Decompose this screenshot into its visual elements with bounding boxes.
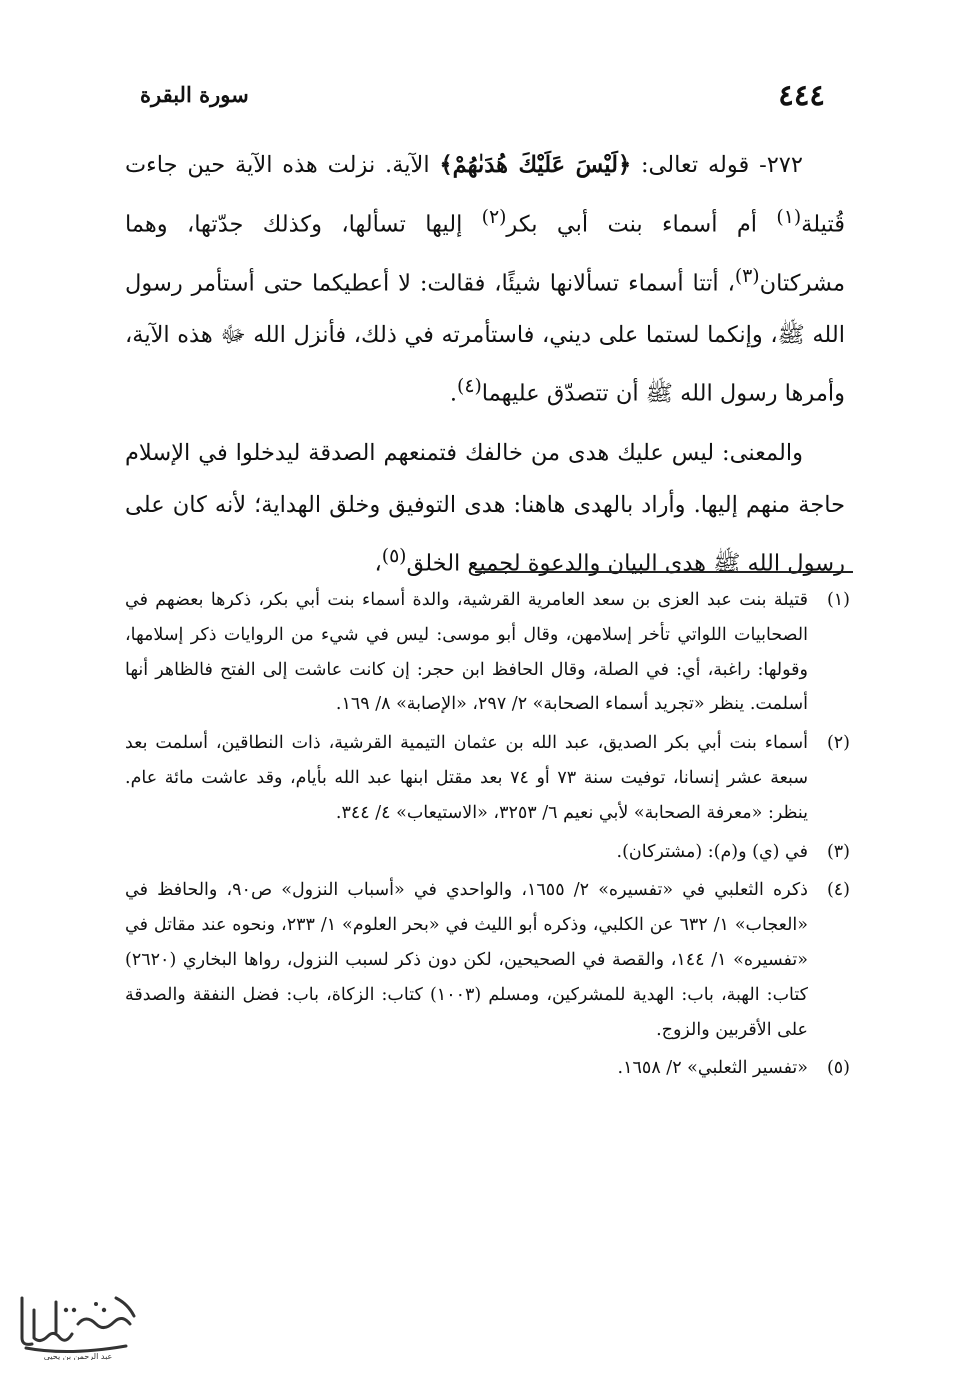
footnote-ref-2[interactable]: (٢) — [481, 206, 507, 228]
footnote-number: (٣) — [826, 841, 850, 862]
footnote-text: في (ي) و(م): (مشتركان). — [616, 841, 808, 862]
footnote-number: (٢) — [826, 733, 850, 754]
paragraph-meaning — [125, 428, 845, 590]
footnote-4 — [125, 873, 850, 1047]
footnote-ref-3[interactable]: (٣) — [734, 265, 760, 287]
watermark-logo-icon — [8, 1280, 148, 1360]
footnote-text: قتيلة بنت عبد العزى بن سعد العامرية القرشية، والدة أسماء بنت أبي بكر، ذكرها بعضهم في الصحابيات اللواتي تأخر إسلامهن، وقال أبو موسى: ليس في شيء من الروايات ذكر إسلامها، وقولها: راغبة، أي: في الصلة، وقال الحافظ ابن حجر: إن كانت عاشت إلى الفتح فالظاهر أنها أسلمت. ينظر «تجريد أسماء الصحابة» ٢/ ٢٩٧، «الإصابة» ٨/ ١٦٩. — [125, 590, 808, 715]
footnote-5 — [125, 1051, 850, 1086]
calligraphy-watermark — [8, 1280, 148, 1360]
footnotes — [125, 583, 850, 1090]
footnote-ref-1[interactable]: (١) — [776, 206, 802, 228]
main-text — [125, 140, 845, 590]
footnote-separator — [475, 571, 853, 573]
footnote-ref-4[interactable]: (٤) — [457, 376, 482, 397]
running-title: سورة البقرة — [140, 82, 249, 107]
text-run: . — [449, 380, 458, 407]
watermark-small-text: عبد الرحمن بن يحيى — [43, 1352, 113, 1360]
text-run: والمعنى: ليس عليك هدى من خالفك فتمنعهم الصدقة ليدخلوا في الإسلام حاجة منهم إليها. وأراد بالهدى هاهنا: هدى التوفيق وخلق الهداية؛ لأنه كان على رسول الله ﷺ هدى البيان والدعوة لجميع الخلق — [125, 440, 845, 577]
text-run: ، — [374, 550, 382, 577]
footnote-text: «تفسير الثعلبي» ٢/ ١٦٥٨. — [617, 1058, 808, 1079]
footnote-number: (١) — [826, 590, 850, 610]
footnote-ref-5[interactable]: (٥) — [381, 546, 407, 567]
text-run: أم أسماء بنت أبي بكر — [506, 211, 777, 237]
footnote-text: ذكره الثعلبي في «تفسيره» ٢/ ١٦٥٥، والواحدي في «أسباب النزول» ص٩٠، والحافظ في «العجاب» ١/ ٦٣٢ عن الكلبي، وذكره أبو الليث في «بحر العلوم» ١/ ٢٣٣، ونحوه عند مقاتل في «تفسيره» ١/ ١٤٤، والقصة في الصحيحين، لكن دون ذكر لسبب النزول، رواها البخاري (٢٦٢٠) كتاب: الهبة، باب: الهدية للمشركين، ومسلم (١٠٠٣) كتاب: الزكاة، باب: فضل النفقة والصدقة على الأقربين والزوج. — [125, 880, 808, 1040]
verse-intro: ٢٧٢- قوله تعالى: — [631, 152, 803, 178]
quran-verse: ﴿لَيْسَ عَلَيْكَ هُدَىٰهُمْ﴾ — [439, 152, 632, 178]
text-run: ، أتتا أسماء تسألانها شيئًا، فقالت: لا أعطيكما حتى أستأمر رسول الله ﷺ، وإنكما لستما على ديني، فاستأمرته في ذلك، فأنزل الله ﷻ هذه الآية، وأمرها رسول الله ﷺ أن تتصدّق عليهما — [125, 270, 845, 407]
footnote-3 — [125, 835, 850, 870]
text-run: الآية. نزلت هذه الآية حين جاءت قُتيلة — [125, 152, 845, 237]
page-number: ٤٤٤ — [778, 78, 825, 112]
footnote-1 — [125, 583, 850, 722]
footnote-number: (٤) — [826, 880, 850, 901]
footnote-number: (٥) — [826, 1058, 850, 1079]
page-header — [140, 78, 825, 128]
footnote-2 — [125, 726, 850, 830]
text-run: إليها تسألها، وكذلك جدّتها، وهما مشركتان — [125, 211, 845, 296]
footnote-text: أسماء بنت أبي بكر الصديق، عبد الله بن عثمان التيمية القرشية، ذات النطاقين، أسلمت بعد سبعة عشر إنسانا، توفيت سنة ٧٣ أو ٧٤ بعد مقتل ابنها عبد الله بأيام، وقد عاشت مائة عام. ينظر: «معرفة الصحابة» لأبي نعيم ٦/ ٣٢٥٣، «الاستيعاب» ٤/ ٣٤٤. — [125, 733, 808, 823]
paragraph-verse-272 — [125, 140, 845, 420]
